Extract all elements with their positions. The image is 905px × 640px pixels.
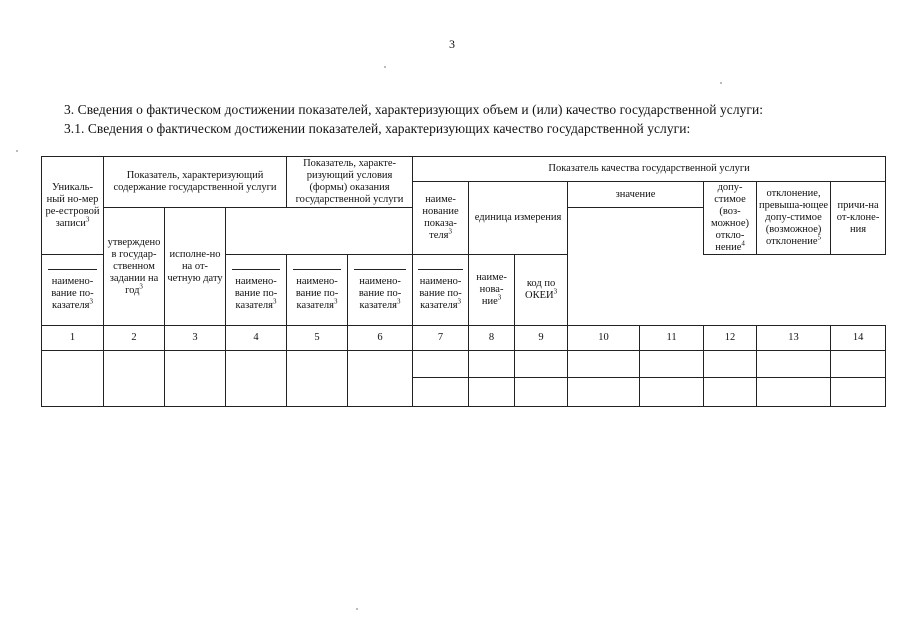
data-cell[interactable] <box>704 378 757 407</box>
data-cell[interactable] <box>348 351 413 407</box>
column-number: 11 <box>640 326 704 351</box>
scan-speck <box>16 150 18 152</box>
data-cell[interactable] <box>640 351 704 378</box>
column-number: 14 <box>831 326 886 351</box>
data-cell[interactable] <box>287 351 348 407</box>
header-deviation-exceeding: отклонение, превыша-ющее допу-стимое (возможное) отклонение$^5$ <box>757 182 831 255</box>
header-unique-number: Уникаль-ный но-мер ре-естровой записи$^3$ <box>42 157 104 255</box>
column-number: 5 <box>287 326 348 351</box>
data-cell[interactable] <box>413 378 469 407</box>
subsection-heading: 3.1. Сведения о фактическом достижении показателей, характеризующих качество государственной услуги: <box>64 121 691 136</box>
column-number: 1 <box>42 326 104 351</box>
data-cell[interactable] <box>568 378 640 407</box>
column-number: 3 <box>165 326 226 351</box>
header-allowed-deviation: допу-стимое (воз-можное) откло-нение$^4$ <box>704 182 757 255</box>
header-conditions-indicator-group: Показатель, характе-ризующий условия (формы) оказания государственной услуги <box>287 157 413 208</box>
data-cell[interactable] <box>704 351 757 378</box>
scan-speck <box>356 608 358 610</box>
column-number: 7 <box>413 326 469 351</box>
data-cell[interactable] <box>104 351 165 407</box>
column-number: 4 <box>226 326 287 351</box>
data-cell[interactable] <box>469 378 515 407</box>
data-cell[interactable] <box>42 351 104 407</box>
header-unit-name: наиме-нова-ние$^3$ <box>469 255 515 326</box>
column-number: 8 <box>469 326 515 351</box>
column-number: 13 <box>757 326 831 351</box>
data-cell[interactable] <box>515 378 568 407</box>
data-cell[interactable] <box>568 351 640 378</box>
data-cell[interactable] <box>757 351 831 378</box>
header-indicator-name: наиме-нование показа-теля$^3$ <box>413 182 469 255</box>
header-value-group: значение <box>568 182 704 208</box>
data-cell[interactable] <box>831 351 886 378</box>
quality-indicators-table <box>41 156 886 407</box>
data-cell[interactable] <box>226 351 287 407</box>
header-okei-code: код по ОКЕИ$^3$ <box>515 255 568 326</box>
column-number: 12 <box>704 326 757 351</box>
section-heading: 3. Сведения о фактическом достижении показателей, характеризующих объем и (или) качество государственной услуги: <box>64 102 764 117</box>
scan-speck <box>720 82 722 84</box>
data-cell[interactable] <box>165 351 226 407</box>
data-cell[interactable] <box>757 378 831 407</box>
column-number: 6 <box>348 326 413 351</box>
data-cell[interactable] <box>469 351 515 378</box>
header-unit-group: единица измерения <box>469 182 568 255</box>
header-content-indicator-3: наимено-вание по-казателя$^3$ <box>287 255 348 326</box>
header-content-indicator-group: Показатель, характеризующий содержание государственной услуги <box>104 157 287 208</box>
header-deviation-reason: причи-на от-клоне-ния <box>831 182 886 255</box>
scan-speck <box>384 66 386 68</box>
column-number: 2 <box>104 326 165 351</box>
header-approved-value: утверждено в государ-ственном задании на год$^3$ <box>104 208 165 326</box>
column-number: 9 <box>515 326 568 351</box>
header-conditions-indicator-2: наимено-вание по-казателя$^3$ <box>413 255 469 326</box>
header-content-indicator-2: наимено-вание по-казателя$^3$ <box>226 255 287 326</box>
header-quality-indicator-group: Показатель качества государственной услуги <box>413 157 886 182</box>
data-cell[interactable] <box>640 378 704 407</box>
data-cell[interactable] <box>413 351 469 378</box>
data-cell[interactable] <box>831 378 886 407</box>
column-number: 10 <box>568 326 640 351</box>
header-content-indicator-1: наимено-вание по-казателя$^3$ <box>42 255 104 326</box>
header-executed-value: исполне-но на от-четную дату <box>165 208 226 326</box>
header-conditions-indicator-1: наимено-вание по-казателя$^3$ <box>348 255 413 326</box>
data-cell[interactable] <box>515 351 568 378</box>
page-number: 3 <box>449 37 455 51</box>
